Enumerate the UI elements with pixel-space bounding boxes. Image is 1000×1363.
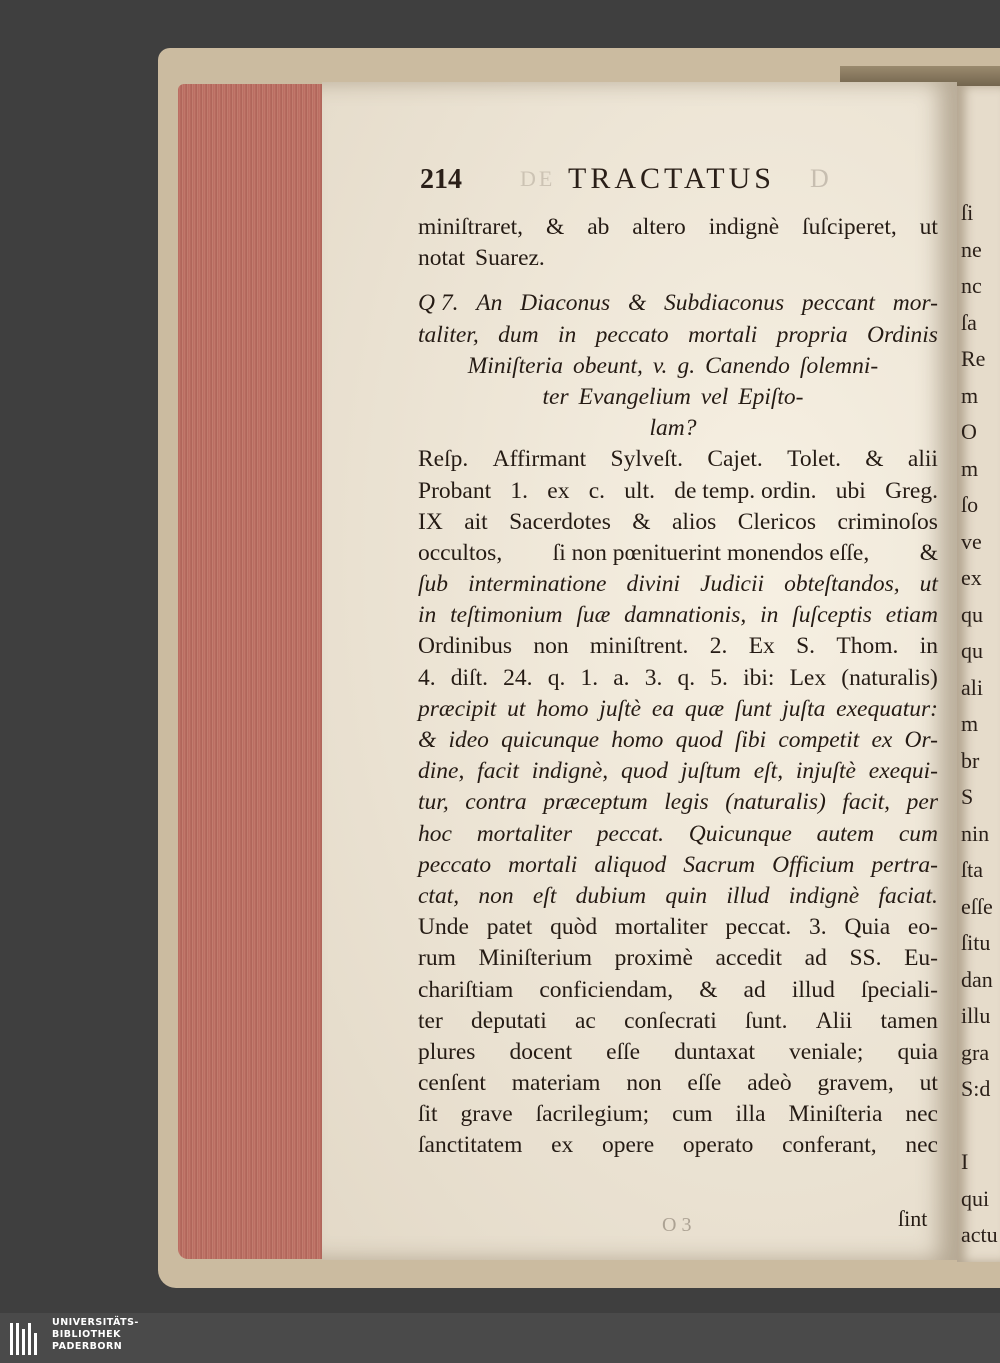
- word: An: [476, 290, 503, 317]
- word: grave: [460, 1101, 513, 1128]
- word: mortaliter: [476, 820, 573, 847]
- right-page-fragment: S: [961, 784, 974, 809]
- word: Sylveſt.: [610, 446, 683, 473]
- word: divini: [626, 571, 681, 598]
- word: contra: [465, 789, 527, 816]
- word: juſtè: [599, 695, 642, 722]
- word: tamen: [880, 1007, 938, 1034]
- word: quæ: [684, 695, 725, 722]
- word: ſunt.: [745, 1007, 788, 1034]
- word: quòd: [550, 914, 598, 941]
- running-head: [420, 162, 940, 196]
- word: illud: [726, 882, 770, 909]
- word: autem: [816, 820, 875, 847]
- institution-line-1: UNIVERSITÄTS-: [52, 1317, 139, 1328]
- right-page-fragment: O: [961, 419, 977, 444]
- word: criminoſos: [837, 508, 938, 535]
- word: &: [545, 214, 565, 240]
- right-page-fragment: dan: [961, 966, 993, 992]
- text-line: [418, 351, 938, 382]
- word: ubi: [835, 477, 866, 504]
- word: dum: [498, 321, 539, 348]
- word: peccant: [801, 290, 875, 317]
- word: ait: [464, 508, 488, 535]
- word: Evangelium: [578, 383, 691, 410]
- word: diſt.: [450, 664, 488, 691]
- word: Clericos: [737, 508, 817, 535]
- word: Reſp.: [418, 446, 469, 473]
- word: alii: [907, 446, 938, 473]
- word: tur,: [418, 789, 449, 816]
- word: Eu-: [904, 945, 938, 972]
- word: 2.: [709, 633, 728, 660]
- word: Diaconus: [520, 290, 611, 317]
- word: 5.: [710, 664, 728, 691]
- text-line: [418, 600, 938, 631]
- word: ab: [587, 214, 610, 240]
- word: ideo: [448, 727, 489, 753]
- word: Ordinibus: [418, 633, 512, 660]
- right-page-fragment: ne: [961, 236, 982, 262]
- word: ut: [919, 571, 938, 598]
- word: ibi:: [743, 664, 775, 691]
- word: opere: [602, 1132, 655, 1159]
- word: præcipit: [418, 695, 497, 722]
- text-line: [418, 1006, 938, 1037]
- word: proximè: [614, 945, 693, 972]
- word: Ex: [748, 633, 775, 660]
- word: ex: [547, 477, 570, 504]
- word: ut: [507, 695, 526, 722]
- word: &: [632, 508, 651, 535]
- word: ac: [575, 1007, 596, 1034]
- bleed-through-text-right: D: [810, 164, 829, 193]
- word: mortali: [508, 851, 578, 878]
- word: illud: [791, 976, 835, 1003]
- word: v.: [652, 352, 668, 379]
- right-page-fragment: ſi: [961, 200, 974, 225]
- text-line: [418, 943, 938, 974]
- word: a.: [613, 664, 630, 691]
- word: Unde: [418, 914, 469, 941]
- word: exequatur:: [836, 695, 938, 722]
- word: nec: [905, 1132, 938, 1159]
- word: ter: [418, 1007, 443, 1034]
- word: ex: [871, 727, 893, 753]
- word: ſolemni-: [799, 352, 879, 379]
- word: ſibi: [734, 727, 767, 753]
- word: Quia: [844, 914, 891, 941]
- word: operato: [682, 1132, 754, 1159]
- word: eo-: [907, 914, 938, 941]
- word: gravem,: [817, 1070, 894, 1097]
- word: g.: [677, 352, 696, 379]
- word: juſta: [782, 695, 826, 722]
- word: teſtimonium: [450, 602, 563, 629]
- text-line: [418, 476, 938, 507]
- word: peccato: [595, 321, 669, 348]
- text-line: [418, 756, 938, 787]
- word: injuſtè: [795, 758, 856, 785]
- word: Sacrum: [683, 851, 756, 878]
- catchword: ſint: [898, 1206, 928, 1231]
- word: duntaxat: [674, 1038, 756, 1065]
- word: etiam: [885, 602, 938, 629]
- word: obteſtandos,: [784, 571, 900, 598]
- word: competit: [778, 727, 860, 753]
- word: conficiendam,: [539, 976, 674, 1003]
- word: ad: [804, 945, 827, 972]
- word: ſuæ: [576, 602, 611, 629]
- word: homo: [536, 695, 589, 722]
- text-line: [418, 382, 938, 413]
- signature-mark: O 3: [662, 1214, 692, 1236]
- text-line: [418, 819, 938, 850]
- word: Sacerdotes: [509, 508, 611, 535]
- right-page-text: [957, 0, 1000, 1313]
- word: &: [865, 446, 884, 473]
- word: Probant: [418, 477, 492, 504]
- word: Lex: [789, 664, 827, 691]
- word: pertra-: [871, 851, 938, 878]
- red-page-edges: [178, 84, 346, 1259]
- word: ut: [919, 1070, 938, 1097]
- word: ſanctitatem: [418, 1132, 523, 1159]
- word: quod: [620, 758, 668, 785]
- right-page-fragment: qui: [961, 1185, 990, 1211]
- word: Epiſto-: [738, 383, 804, 410]
- word: veniale;: [789, 1038, 864, 1065]
- word: faciat.: [878, 882, 938, 909]
- word: &: [699, 976, 718, 1003]
- word: de temp. ordin.: [674, 477, 817, 504]
- right-page-fragment: qu: [961, 601, 983, 627]
- word: quia: [897, 1038, 938, 1065]
- word: facit: [477, 758, 519, 785]
- word: peccato: [418, 851, 492, 878]
- word: &: [418, 727, 437, 753]
- word: Thom.: [836, 633, 899, 660]
- text-line: [418, 320, 938, 351]
- word: mortaliter: [614, 914, 708, 941]
- word: c.: [588, 477, 606, 504]
- word: non: [478, 882, 514, 909]
- word: taliter,: [418, 321, 479, 348]
- word: eſt,: [753, 758, 784, 785]
- word: illa: [735, 1101, 766, 1128]
- right-page-fragment: m: [961, 711, 979, 736]
- word: ſit: [418, 1101, 438, 1128]
- word: Officium: [772, 851, 855, 878]
- footer-bar: [0, 1313, 1000, 1363]
- text-line: [418, 1037, 938, 1068]
- word: rum: [418, 945, 456, 972]
- word: miniſtrent.: [589, 633, 689, 660]
- word: occultos,: [418, 539, 503, 566]
- right-page-fragment: illu: [961, 1003, 991, 1028]
- word: juſtum: [680, 758, 741, 785]
- word: Greg.: [885, 477, 938, 504]
- word: interminatione: [468, 571, 607, 598]
- word: Q 7.: [418, 290, 459, 317]
- word: Quicunque: [688, 820, 792, 847]
- text-line: [418, 663, 938, 694]
- library-bars-logo: [8, 1319, 44, 1357]
- right-page-fragment: qu: [961, 638, 983, 663]
- text-line: [418, 288, 938, 319]
- paragraph-gap: [418, 274, 938, 288]
- text-line: [418, 1068, 938, 1099]
- right-page-fragment: I: [961, 1149, 969, 1174]
- right-page-fragment: nc: [961, 273, 982, 298]
- word: Or-: [904, 727, 938, 753]
- right-page-fragment: S:d: [961, 1076, 991, 1101]
- word: notat: [418, 245, 465, 272]
- word: in: [418, 602, 437, 629]
- word: Affirmant: [492, 446, 587, 473]
- word: in: [760, 602, 779, 629]
- word: præceptum: [543, 789, 648, 816]
- word: Canendo: [705, 352, 790, 379]
- word: materiam: [511, 1070, 601, 1097]
- text-line: [418, 881, 938, 912]
- word: nec: [905, 1101, 938, 1128]
- right-page-fragment: br: [961, 747, 980, 773]
- text-line: [418, 538, 938, 569]
- word: ſub: [418, 571, 449, 598]
- word: indignè: [708, 214, 780, 240]
- word: ſpeciali-: [860, 976, 938, 1003]
- right-page-fragment: ſo: [961, 492, 979, 517]
- text-line: [418, 413, 938, 444]
- text-line: [418, 912, 938, 943]
- word: Miniſterium: [478, 945, 593, 972]
- right-page-fragment: ve: [961, 528, 982, 554]
- right-page-fragment: gra: [961, 1039, 990, 1065]
- word: 3.: [809, 914, 827, 941]
- text-line: [418, 243, 938, 274]
- text-line: [418, 975, 938, 1006]
- right-page-fragment: ſa: [961, 309, 977, 335]
- word: altero: [632, 214, 686, 240]
- word: patet: [486, 914, 533, 941]
- right-page-fragment: ſta: [961, 857, 983, 882]
- institution-line-2: BIBLIOTHEK: [52, 1329, 121, 1340]
- word: quod: [675, 727, 723, 753]
- word: obeunt,: [573, 352, 643, 379]
- text-line: [418, 1130, 938, 1161]
- word: exequi-: [868, 758, 938, 785]
- word: &: [919, 539, 938, 566]
- word: ſacrilegium;: [535, 1101, 650, 1128]
- right-page-fragment: Re: [961, 346, 986, 371]
- word: hoc: [418, 820, 452, 847]
- word: 24.: [503, 664, 533, 691]
- word: accedit: [715, 945, 783, 972]
- word: in: [557, 321, 577, 348]
- word: eſſe: [687, 1070, 722, 1097]
- word: ad: [743, 976, 766, 1003]
- word: (naturalis): [725, 789, 826, 816]
- word: &: [627, 290, 647, 317]
- word: cenſent: [418, 1070, 486, 1097]
- word: quin: [665, 882, 708, 909]
- right-page-fragment: nin: [961, 820, 990, 846]
- word: mortali: [688, 321, 758, 348]
- word: ſuſceptis: [792, 602, 872, 629]
- word: ſunt: [734, 695, 772, 722]
- word: 3.: [644, 664, 663, 691]
- right-page-fragment: ex: [961, 565, 982, 590]
- word: indignè: [788, 882, 860, 909]
- word: IX: [418, 508, 443, 535]
- word: non: [533, 633, 569, 660]
- institution-line-3: PADERBORN: [52, 1341, 123, 1352]
- word: per: [906, 789, 938, 816]
- word: S.: [796, 633, 816, 660]
- word: miniſtraret,: [418, 214, 524, 240]
- word: Suarez.: [475, 245, 545, 272]
- text-line: [418, 631, 938, 662]
- word: legis: [664, 789, 709, 816]
- word: plures: [418, 1038, 476, 1065]
- word: mor-: [892, 290, 938, 317]
- word: ſi non pœnituerint monendos eſſe,: [552, 539, 870, 566]
- word: homo: [611, 727, 664, 753]
- text-line: [418, 444, 938, 475]
- word: ult.: [624, 477, 655, 504]
- word: (naturalis): [841, 664, 938, 691]
- word: alios: [671, 508, 717, 535]
- word: 1.: [510, 477, 528, 504]
- text-line: [418, 850, 938, 881]
- word: eſſe: [606, 1038, 641, 1065]
- word: vel: [700, 383, 729, 410]
- word: Tolet.: [787, 446, 841, 473]
- word: docent: [509, 1038, 573, 1065]
- word: deputati: [471, 1007, 547, 1034]
- word: ter: [542, 383, 569, 410]
- word: peccat.: [725, 914, 792, 941]
- word: dubium: [575, 882, 647, 909]
- word: Judicii: [700, 571, 765, 598]
- word: ctat,: [418, 882, 460, 909]
- word: propria: [776, 321, 848, 348]
- word: quicunque: [501, 727, 600, 753]
- right-page-fragment: actu: [961, 1222, 998, 1247]
- word: ut: [919, 214, 938, 240]
- text-line: [418, 694, 938, 725]
- word: lam?: [649, 415, 697, 442]
- right-page-fragment: ſitu: [961, 930, 991, 955]
- word: Cajet.: [707, 446, 763, 473]
- word: damnationis,: [624, 602, 747, 629]
- word: 1.: [580, 664, 599, 691]
- word: Miniſteria: [788, 1101, 883, 1128]
- word: adeò: [747, 1070, 792, 1097]
- word: Miniſteria: [467, 352, 564, 379]
- word: conferant,: [782, 1132, 877, 1159]
- word: eſt: [532, 882, 557, 909]
- text-line: [418, 507, 938, 538]
- word: conſecrati: [624, 1007, 717, 1034]
- word: Alii: [815, 1007, 853, 1034]
- word: cum: [898, 820, 938, 847]
- word: facit,: [842, 789, 891, 816]
- word: 4.: [418, 664, 436, 691]
- word: q.: [677, 664, 696, 691]
- word: non: [626, 1070, 662, 1097]
- word: Subdiaconus: [664, 290, 785, 317]
- word: dine,: [418, 758, 465, 785]
- word: aliquod: [594, 851, 667, 878]
- word: ex: [551, 1132, 574, 1159]
- text-line: [418, 787, 938, 818]
- body-text: [418, 212, 938, 1162]
- right-page-fragment: ali: [961, 674, 983, 700]
- text-line: [418, 569, 938, 600]
- word: ſuſciperet,: [802, 214, 897, 240]
- word: q.: [547, 664, 566, 691]
- right-page-fragment: eſſe: [961, 893, 993, 919]
- word: SS.: [849, 945, 882, 972]
- word: ea: [651, 695, 675, 722]
- word: peccat.: [596, 820, 664, 847]
- text-line: [418, 212, 938, 243]
- text-line: [418, 725, 938, 756]
- word: Ordinis: [866, 321, 938, 348]
- word: in: [919, 633, 938, 660]
- bleed-through-text: DE: [520, 166, 556, 191]
- page-title: TRACTATUS: [568, 162, 775, 195]
- word: chariſtiam: [418, 976, 514, 1003]
- right-page-fragment: m: [961, 455, 979, 481]
- word: indignè,: [531, 758, 609, 785]
- page-number: 214: [420, 164, 462, 195]
- text-line: [418, 1099, 938, 1130]
- right-page-fragment: m: [961, 382, 979, 408]
- word: cum: [672, 1101, 713, 1128]
